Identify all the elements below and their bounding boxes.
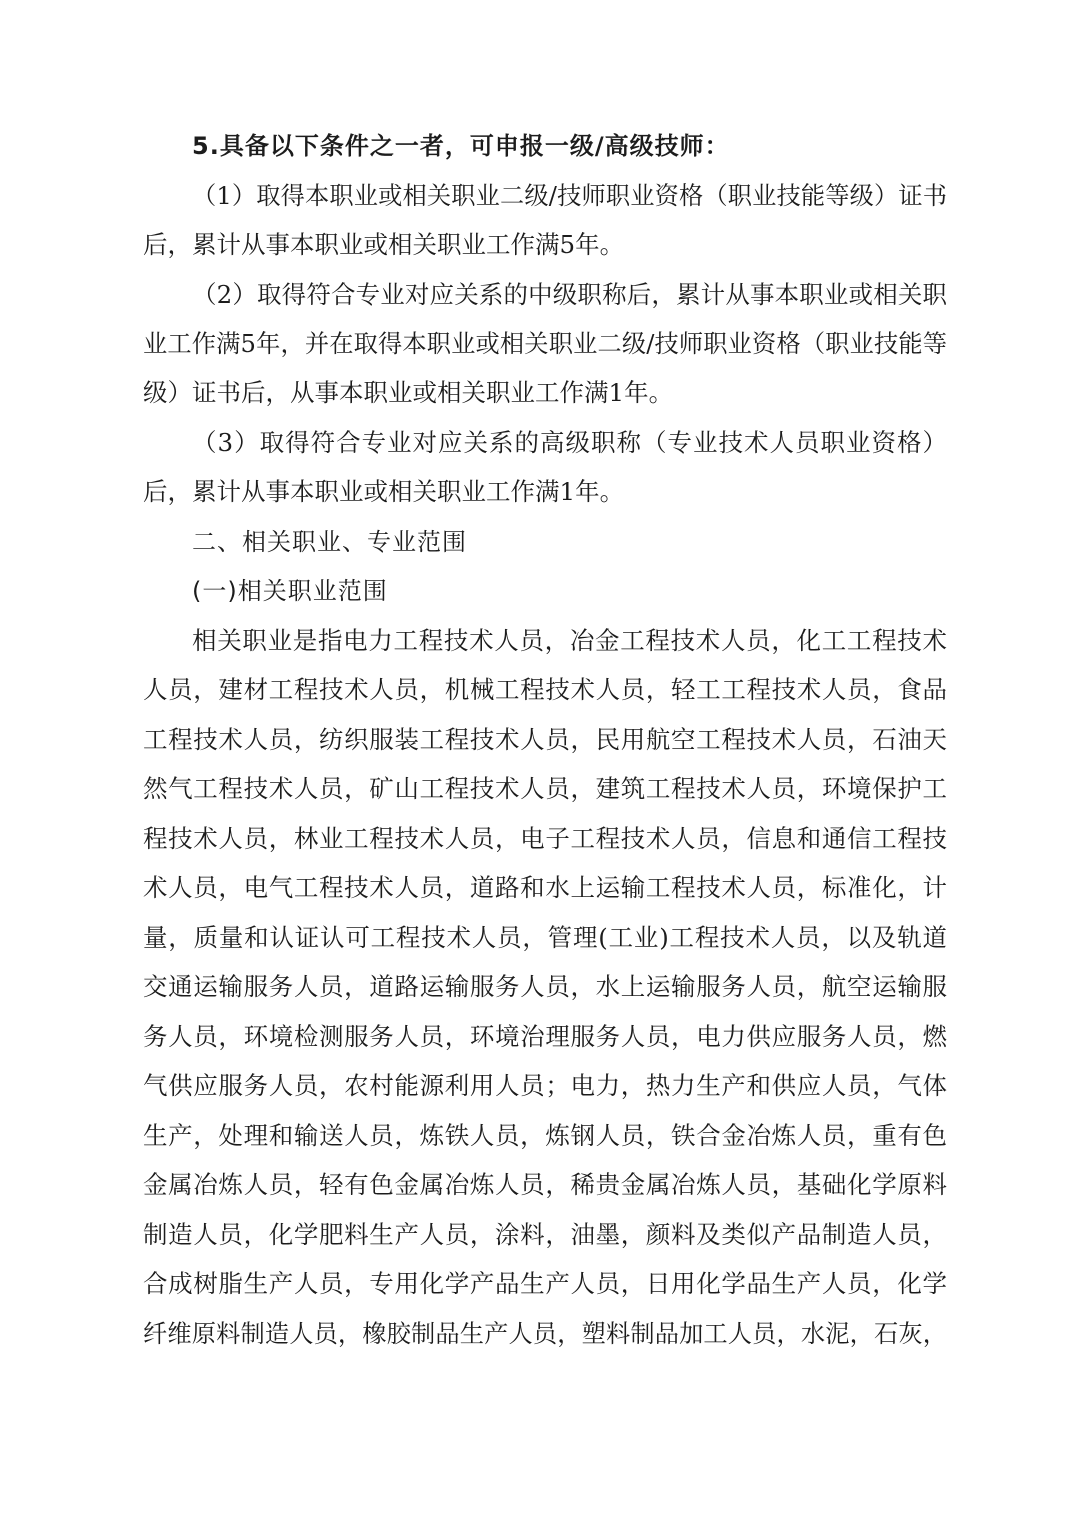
item3-line1: （3）取得符合专业对应关系的高级职称（专业技术人员职业资格） <box>192 428 947 457</box>
body-line: 人员，建材工程技术人员，机械工程技术人员，轻工工程技术人员，食品 <box>143 675 947 704</box>
body-line: 合成树脂生产人员，专用化学产品生产人员，日用化学品生产人员，化学 <box>143 1269 947 1298</box>
body-line: 相关职业是指电力工程技术人员，冶金工程技术人员，化工工程技术 <box>192 626 947 655</box>
body-line: 术人员，电气工程技术人员，道路和水上运输工程技术人员，标准化，计 <box>143 873 947 902</box>
body-line: 然气工程技术人员，矿山工程技术人员，建筑工程技术人员，环境保护工 <box>143 774 947 803</box>
body-line: 务人员，环境检测服务人员，环境治理服务人员，电力供应服务人员，燃 <box>143 1022 947 1051</box>
item2-line2: 业工作满5年，并在取得本职业或相关职业二级/技师职业资格（职业技能等 <box>143 329 947 358</box>
item2-line3: 级）证书后，从事本职业或相关职业工作满1年。 <box>143 378 674 407</box>
body-line: 工程技术人员，纺织服装工程技术人员，民用航空工程技术人员，石油天 <box>143 725 947 754</box>
body-line: 金属冶炼人员，轻有色金属冶炼人员，稀贵金属冶炼人员，基础化学原料 <box>143 1170 947 1199</box>
section2-title: 二、相关职业、专业范围 <box>192 528 467 556</box>
body-line: 制造人员，化学肥料生产人员，涂料，油墨，颜料及类似产品制造人员， <box>143 1220 947 1249</box>
body-line: 交通运输服务人员，道路运输服务人员，水上运输服务人员，航空运输服 <box>143 972 947 1001</box>
section5-title: 5.具备以下条件之一者，可申报一级/高级技师： <box>192 132 730 160</box>
item3-line2: 后，累计从事本职业或相关职业工作满1年。 <box>143 477 625 506</box>
item2-line1: （2）取得符合专业对应关系的中级职称后，累计从事本职业或相关职 <box>192 280 947 309</box>
body-line: 气供应服务人员，农村能源利用人员；电力，热力生产和供应人员，气体 <box>143 1071 947 1100</box>
item1-line1: （1）取得本职业或相关职业二级/技师职业资格（职业技能等级）证书 <box>192 181 947 210</box>
body-line: 生产，处理和输送人员，炼铁人员，炼钢人员，铁合金冶炼人员，重有色 <box>143 1121 947 1150</box>
body-line: 纤维原料制造人员，橡胶制品生产人员，塑料制品加工人员，水泥，石灰， <box>143 1319 947 1348</box>
body-line: 量，质量和认证认可工程技术人员，管理(工业)工程技术人员，以及轨道 <box>143 923 947 952</box>
item1-line2: 后，累计从事本职业或相关职业工作满5年。 <box>143 230 625 259</box>
body-line: 程技术人员，林业工程技术人员，电子工程技术人员，信息和通信工程技 <box>143 824 947 853</box>
section2-subtitle: (一)相关职业范围 <box>192 577 388 605</box>
